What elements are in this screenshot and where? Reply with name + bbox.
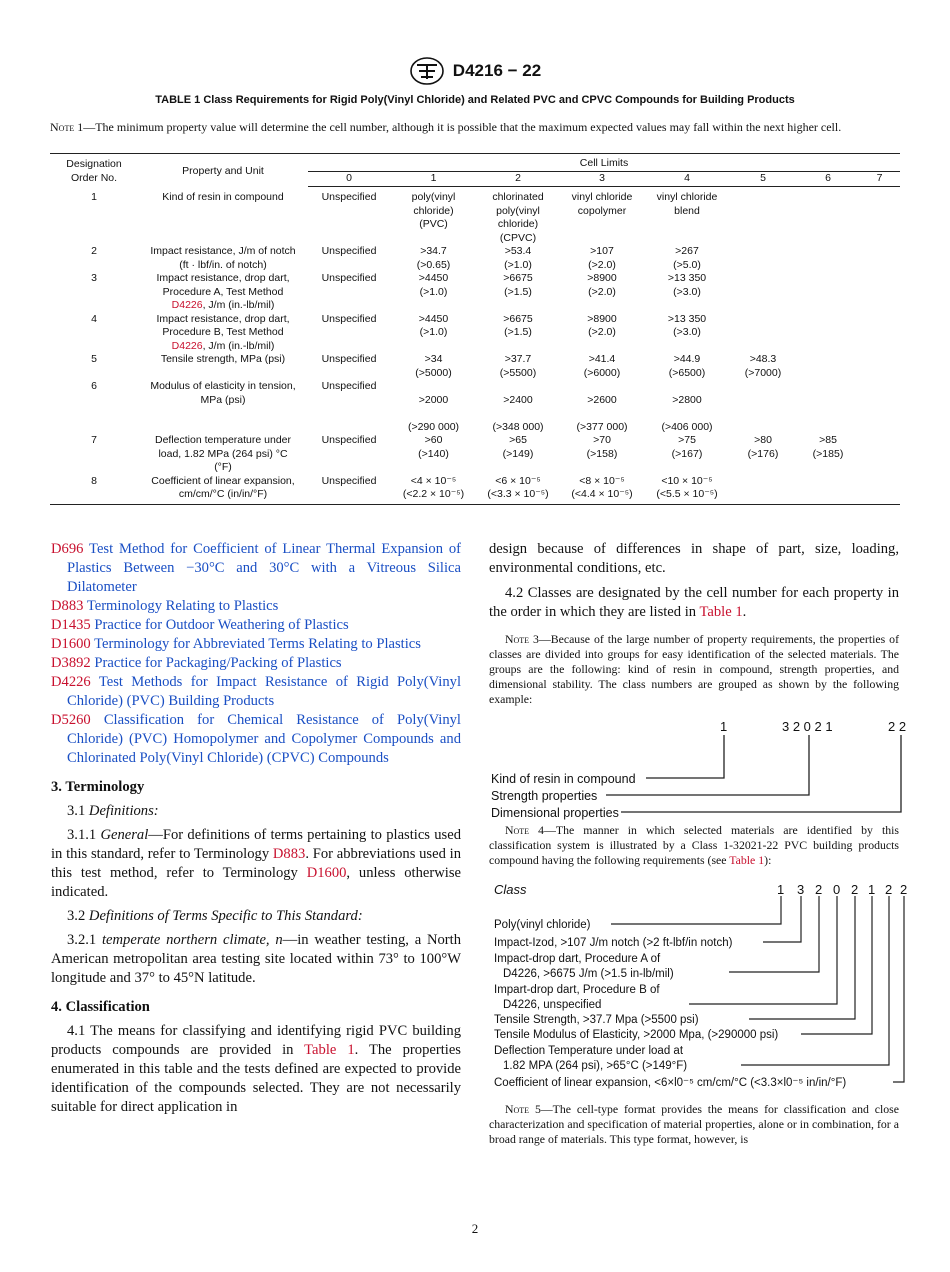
table-title: TABLE 1 Class Requirements for Rigid Poly(Vinyl Chloride) and Related PVC and CPVC Compounds for Building Products	[155, 94, 795, 106]
property-cell: Modulus of elasticity in tension, MPa (psi)	[150, 380, 296, 406]
cell-limit-4: >13 350 (>3.0)	[667, 272, 707, 298]
fig2-code: 0	[833, 882, 841, 897]
order-number-cell: 3	[91, 272, 97, 284]
d4226-link[interactable]: D4226	[171, 299, 203, 311]
cell-limit-0: Unspecified	[321, 434, 377, 446]
section-3-2: 3.2 Definitions of Terms Specific to This Standard:	[67, 908, 363, 924]
cell-limit-1: >34.7 (>0.65)	[416, 245, 451, 271]
note-label: Note 1	[50, 120, 84, 134]
fig2-line: Tensile Strength, >37.7 Mpa (>5500 psi)	[494, 1014, 699, 1026]
reference-item[interactable]	[51, 635, 461, 654]
fig2-code: 2	[851, 882, 859, 897]
header-cell-6: 6	[797, 171, 859, 187]
cell-limit-7	[859, 475, 900, 505]
astm-logo-icon	[409, 56, 445, 86]
left-column	[51, 540, 461, 1122]
cell-limit-7	[859, 272, 900, 313]
cell-limit-6	[797, 353, 859, 380]
header-cell-4: 4	[645, 171, 729, 187]
page-number: 2	[471, 1221, 479, 1236]
document-designation: D4216 − 22	[452, 61, 542, 80]
cell-limit-1: >4450 (>1.0)	[418, 272, 449, 298]
reference-item[interactable]	[51, 711, 461, 768]
order-number-cell: 6	[91, 380, 97, 392]
order-number-cell: 8	[50, 475, 138, 505]
cell-limit-4: >2800 (>406 000)	[661, 393, 713, 433]
reference-code[interactable]: D1600	[51, 636, 91, 652]
table-row	[50, 187, 900, 246]
order-number-cell: 5	[91, 353, 97, 365]
d1600-link[interactable]: D1600	[306, 865, 347, 881]
property-cell: Impact resistance, drop dart, Procedure A, Test Method D4226, J/m (in.-lb/mil)	[156, 272, 290, 311]
cell-limit-6	[797, 272, 859, 313]
cell-limit-0: Unspecified	[308, 475, 390, 505]
cell-limit-1: <4 × 10⁻⁵ (<2.2 × 10⁻⁵)	[390, 475, 477, 505]
fig2-line: Tensile Modulus of Elasticity, >2000 Mpa, (>290000 psi)	[494, 1029, 779, 1041]
cell-limit-5	[729, 313, 797, 354]
header-cell-2: 2	[477, 171, 559, 187]
order-number-cell: 4	[91, 312, 97, 325]
cell-limit-5: >80 (>176)	[747, 434, 779, 460]
cell-limit-2: >6675 (>1.5)	[503, 272, 533, 298]
d4226-link[interactable]: D4226	[171, 339, 203, 352]
right-column	[489, 540, 908, 1147]
table-body	[50, 187, 900, 505]
table-row	[50, 475, 900, 505]
terminology-heading: 3. Terminology	[51, 779, 145, 795]
cell-limit-6	[797, 187, 859, 246]
cell-limit-3: >8900 (>2.0)	[587, 312, 617, 338]
order-number-cell: 7	[91, 434, 97, 446]
cell-limit-4: >75 (>167)	[671, 434, 703, 460]
cell-limit-7	[859, 187, 900, 246]
cell-limit-2: >65 (>149)	[502, 434, 534, 460]
fig2-code: 2	[900, 882, 908, 897]
note-4: Note 4—The manner in which selected materials are identified by this classification system is illustrated by a Class 1-32021-22 PVC building products compound having the following requirements (see Table 1):	[489, 823, 900, 867]
cell-limit-4: >267 (>5.0)	[673, 245, 701, 271]
cell-limit-5	[729, 272, 797, 313]
order-number-cell: 2	[91, 245, 97, 257]
fig1-label-strength: Strength properties	[491, 789, 598, 803]
header-cell-3: 3	[559, 171, 645, 187]
reference-title[interactable]: Practice for Packaging/Packing of Plastics	[94, 655, 342, 671]
reference-title[interactable]: Classification for Chemical Resistance of Poly(Vinyl Chloride) (PVC) Homopolymer and Copolymer Compounds and Chlorinated Poly(Vinyl Chloride) (CPVC) Compounds	[67, 712, 461, 766]
table-row	[50, 353, 900, 380]
fig2-line: 1.82 MPA (264 psi), >65°C (>149°F)	[503, 1060, 688, 1072]
order-number-cell: 1	[91, 190, 97, 203]
reference-code[interactable]: D883	[51, 598, 84, 614]
reference-title[interactable]: Test Methods for Impact Resistance of Rigid Poly(Vinyl Chloride) (PVC) Building Products	[67, 674, 461, 709]
header-cell-5: 5	[729, 171, 797, 187]
cell-limit-6	[797, 380, 859, 434]
reference-code[interactable]: D5260	[51, 712, 91, 728]
cell-limit-0: Unspecified	[321, 245, 377, 257]
reference-code[interactable]: D1435	[51, 617, 91, 633]
cell-limit-3: vinyl chloride copolymer	[571, 191, 633, 217]
fig1-code-dimensional: 2 2	[888, 719, 907, 734]
reference-code[interactable]: D3892	[51, 655, 91, 671]
header-property: Property and Unit	[138, 154, 308, 187]
fig1-code-resin: 1	[720, 719, 728, 734]
section-4-2: 4.2 Classes are designated by the cell number for each property in the order in which they are listed in Table 1.	[489, 585, 899, 620]
section-4-1-continued: design because of differences in shape of part, size, loading, environmental conditions, etc.	[489, 541, 899, 576]
cell-limit-2: >37.7 (>5500)	[499, 353, 537, 379]
header-cell-7: 7	[859, 171, 900, 187]
reference-item[interactable]	[51, 673, 461, 711]
cell-limit-1: poly(vinyl chloride) (PVC)	[411, 191, 456, 230]
cell-limit-4: vinyl chloride blend	[656, 191, 718, 217]
cell-limit-7	[859, 380, 900, 434]
reference-title[interactable]: Test Method for Coefficient of Linear Thermal Expansion of Plastics Between −30°C and 30°C with a Vitreous Silica Dilatometer	[67, 541, 462, 595]
cell-limit-1: >4450 (>1.0)	[418, 312, 449, 338]
fig1-label-resin: Kind of resin in compound	[491, 772, 636, 786]
cell-limit-4: >44.9 (>6500)	[668, 353, 706, 379]
header-cell-0: 0	[308, 171, 390, 187]
cell-limit-0: Unspecified	[321, 272, 377, 284]
note-5: Note 5—The cell-type format provides the means for classification and close characterization and specification of material properties, alone or in combination, for a broad range of materials. This type format, however, is	[489, 1102, 899, 1146]
fig2-line: Coefficient of linear expansion, <6×l0⁻⁵ cm/cm/°C (<3.3×l0⁻⁵ in/in/°F)	[494, 1077, 847, 1089]
property-cell: Impact resistance, drop dart, Procedure B, Test Method D4226, J/m (in.-lb/mil)	[156, 312, 290, 352]
reference-item[interactable]	[51, 654, 461, 673]
cell-limit-6: >85 (>185)	[812, 434, 844, 460]
fig2-line: D4226, unspecified	[503, 999, 602, 1011]
section-3-1-1: 3.1.1 General—For definitions of terms pertaining to plastics used in this standard, refer to Terminology D883. For abbreviations used in this test method, refer to Terminology D1600, unless otherwise indicated.	[51, 827, 461, 900]
header-cell-limits: Cell Limits	[308, 154, 900, 172]
cell-limit-0: Unspecified	[321, 312, 377, 325]
fig2-line: Poly(vinyl chloride)	[494, 919, 591, 931]
cell-limit-7	[859, 434, 900, 475]
cell-limit-3: >70 (>158)	[586, 434, 618, 460]
referenced-documents-list	[51, 540, 461, 768]
fig2-code: 2	[885, 882, 893, 897]
fig2-line: Impact-Izod, >107 J/m notch (>2 ft-lbf/in notch)	[494, 937, 733, 949]
fig2-code: 1	[868, 882, 876, 897]
property-cell: Deflection temperature under load, 1.82 MPa (264 psi) °C (°F)	[155, 434, 291, 473]
table-1-link[interactable]: Table 1	[304, 1042, 355, 1058]
reference-title[interactable]: Terminology Relating to Plastics	[86, 598, 279, 614]
section-4-1: 4.1 The means for classifying and identifying rigid PVC building products compounds are provided in Table 1. The properties enumerated in this table and the tests defined are expected to provide identification of the compounds selected. They are not necessarily suitable for direct application in	[51, 1023, 461, 1115]
note-3: Note 3—Because of the large number of property requirements, the properties of classes are divided into groups for easy identification of the selected materials. The groups are the following: kind of resin in compound, strength properties, and dimensional stability. The class numbers are grouped as shown by the following example:	[489, 632, 899, 706]
page-header	[0, 56, 950, 86]
fig2-class-label: Class	[494, 882, 527, 897]
property-cell: Impact resistance, J/m of notch (ft · lbf/in. of notch)	[150, 245, 296, 271]
reference-item[interactable]	[51, 540, 461, 597]
cell-limit-5	[729, 380, 797, 434]
cell-limit-1: >34 (>5000)	[415, 353, 452, 379]
cell-limit-7	[859, 313, 900, 354]
reference-item[interactable]	[51, 597, 461, 616]
fig2-line: Impact-drop dart, Procedure A of	[494, 953, 661, 965]
cell-limit-6	[797, 475, 859, 505]
cell-limit-4: >13 350 (>3.0)	[667, 312, 707, 338]
cell-limit-3: <8 × 10⁻⁵ (<4.4 × 10⁻⁵)	[559, 475, 645, 505]
cell-limit-1: >60 (>140)	[418, 434, 449, 460]
header-designation: Designation Order No.	[50, 154, 138, 187]
fig2-code: 2	[815, 882, 823, 897]
table-1-link[interactable]: Table 1	[729, 853, 765, 867]
cell-limit-5: >48.3 (>7000)	[744, 353, 782, 379]
section-3-2-1: 3.2.1 temperate northern climate, n—in weather testing, a North American metropolitan area testing site located within 73° to 100°W longitude and 37° to 45°N latitude.	[51, 932, 461, 986]
cell-limit-2: chlorinated poly(vinyl chloride) (CPVC)	[492, 191, 544, 244]
fig2-code: 3	[797, 882, 805, 897]
cell-limit-6	[797, 245, 859, 272]
cell-limit-5	[729, 475, 797, 505]
cell-limit-4: <10 × 10⁻⁵ (<5.5 × 10⁻⁵)	[645, 475, 729, 505]
cell-limit-2: >2400 (>348 000)	[492, 393, 544, 433]
cell-limit-3: >8900 (>2.0)	[587, 272, 617, 298]
reference-code[interactable]: D4226	[51, 674, 91, 690]
table-row	[50, 245, 900, 272]
cell-limit-2: >53.4 (>1.0)	[504, 245, 532, 271]
class-example-figure	[489, 874, 908, 1089]
fig1-label-dimensional: Dimensional properties	[491, 806, 619, 820]
section-3-1: 3.1 Definitions:	[67, 803, 159, 819]
cell-limit-3: >107 (>2.0)	[588, 245, 616, 271]
table-row	[50, 272, 900, 313]
cell-limit-3: >41.4 (>6000)	[583, 353, 621, 379]
fig2-line: D4226, >6675 J/m (>1.5 in-lb/mil)	[503, 968, 674, 980]
table-row	[50, 380, 900, 434]
class-requirements-table	[50, 153, 900, 505]
cell-limit-3: >2600 (>377 000)	[576, 393, 628, 433]
property-cell: Kind of resin in compound	[162, 190, 284, 203]
fig1-code-strength: 3 2 0 2 1	[782, 719, 833, 734]
reference-item[interactable]	[51, 616, 461, 635]
reference-title[interactable]: Practice for Outdoor Weathering of Plastics	[94, 617, 349, 633]
reference-title[interactable]: Terminology for Abbreviated Terms Relating to Plastics	[94, 636, 421, 652]
table-note	[50, 120, 900, 135]
table-row	[50, 434, 900, 475]
cell-limit-7	[859, 353, 900, 380]
cell-limit-7	[859, 245, 900, 272]
table-1-link[interactable]: Table 1	[699, 604, 743, 620]
cell-limit-5	[729, 245, 797, 272]
cell-limit-0: Unspecified	[321, 191, 377, 203]
classification-heading: 4. Classification	[51, 999, 150, 1015]
cell-limit-5	[729, 187, 797, 246]
d883-link[interactable]: D883	[272, 846, 306, 862]
cell-limit-2: >6675 (>1.5)	[503, 312, 533, 338]
cell-limit-2: <6 × 10⁻⁵ (<3.3 × 10⁻⁵)	[477, 475, 559, 505]
class-grouping-figure	[489, 713, 907, 820]
property-cell: Coefficient of linear expansion, cm/cm/°C (in/in/°F)	[138, 475, 308, 505]
note-text: —The minimum property value will determine the cell number, although it is possible that the maximum expected values may fall within the next higher cell.	[83, 120, 842, 134]
cell-limit-0: Unspecified	[321, 380, 377, 392]
fig2-line: Deflection Temperature under load at	[494, 1045, 684, 1057]
fig2-line: Impart-drop dart, Procedure B of	[494, 984, 660, 996]
cell-limit-0: Unspecified	[321, 353, 377, 365]
property-cell: Tensile strength, MPa (psi)	[160, 353, 286, 365]
fig2-code: 1	[777, 882, 785, 897]
table-row	[50, 313, 900, 354]
header-cell-1: 1	[390, 171, 477, 187]
cell-limit-1: >2000 (>290 000)	[407, 393, 460, 433]
reference-code[interactable]: D696	[51, 541, 84, 557]
cell-limit-6	[797, 313, 859, 354]
